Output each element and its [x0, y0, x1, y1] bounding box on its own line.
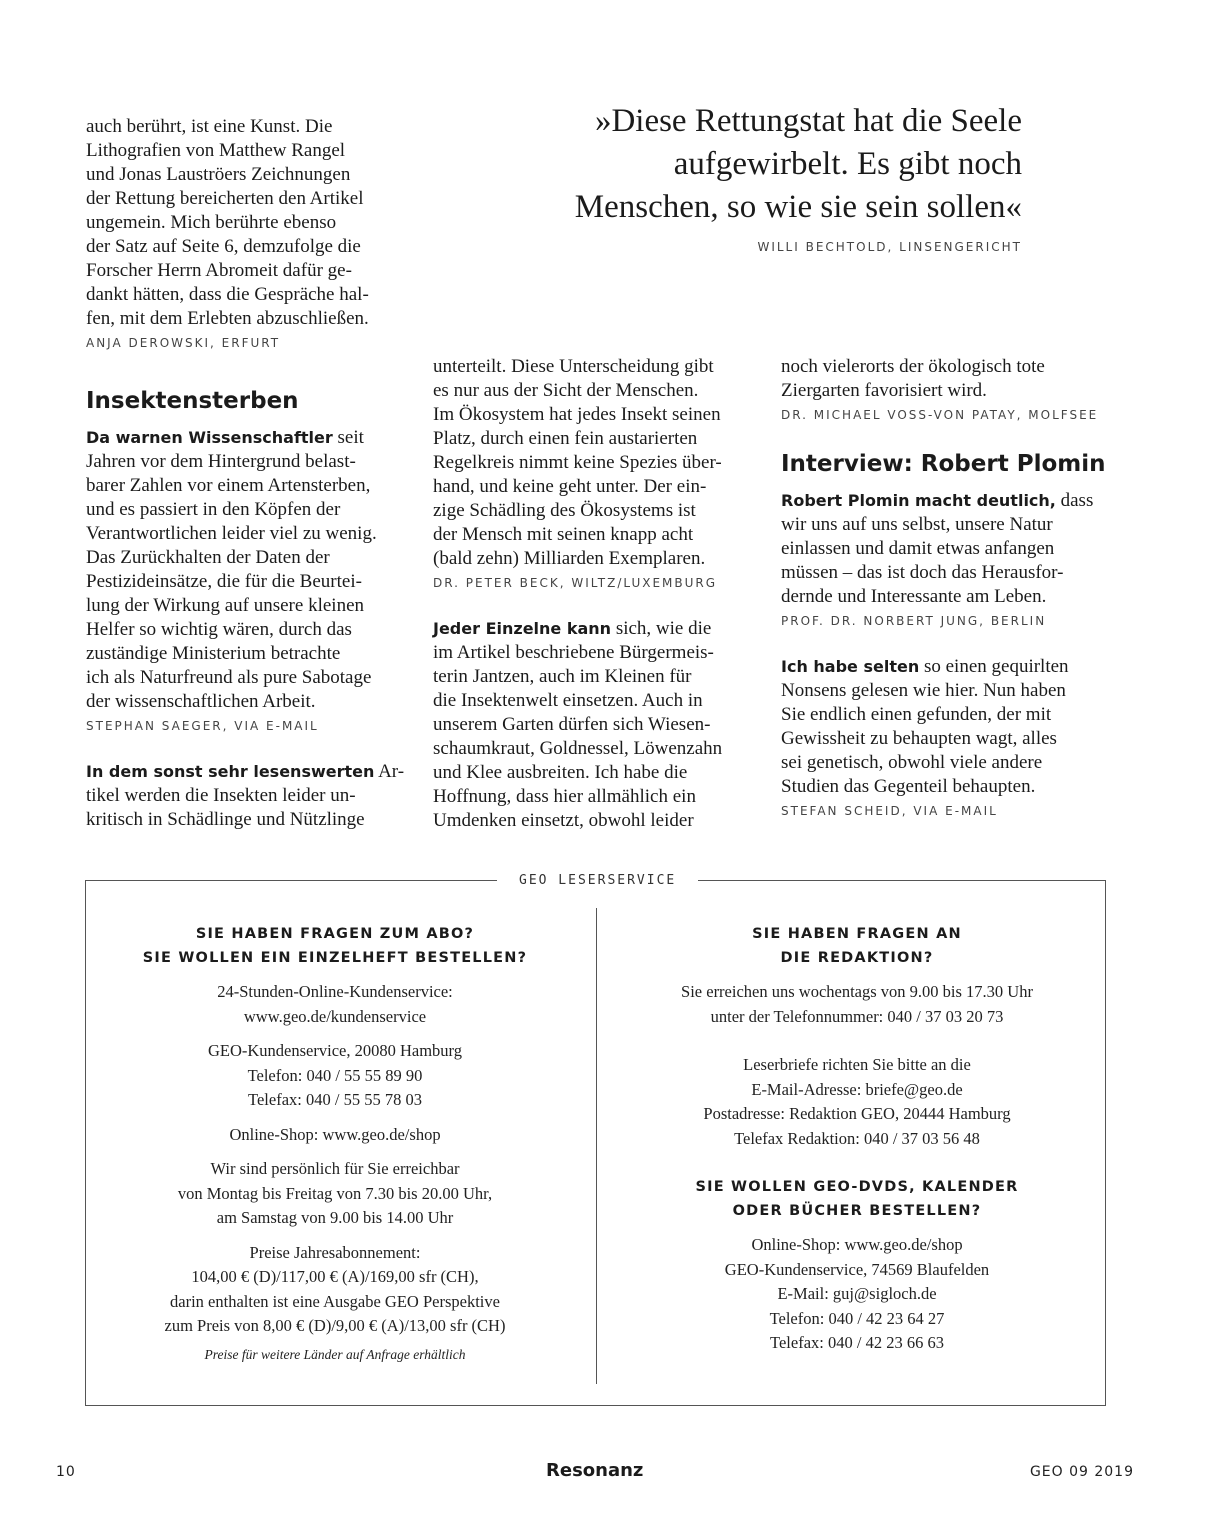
prices-line: zum Preis von 8,00 € (D)/9,00 € (A)/13,00 sfr (CH) [164, 1316, 506, 1335]
text-fragment: Ar- [374, 761, 405, 782]
letter-signature: STEPHAN SAEGER, VIA E-MAIL [86, 719, 319, 733]
text-line: ungemein. Mich berührte ebenso [86, 212, 337, 233]
text-line: zige Schädling des Ökosystems ist [433, 500, 696, 521]
fax-number: 040 / 42 23 66 63 [823, 1333, 944, 1352]
text-line: lung der Wirkung auf unsere kleinen [86, 595, 364, 616]
service-abo [95, 922, 575, 1367]
column-2 [433, 355, 763, 833]
shop-url[interactable]: www.geo.de/shop [318, 1124, 441, 1144]
text-line: Jahren vor dem Hintergrund belast- [86, 451, 356, 472]
text-line: müssen – das ist doch das Herausfor- [781, 562, 1064, 583]
letter-lead: In dem sonst sehr lesenswerten [86, 762, 375, 781]
text-line: Regelkreis nimmt keine Spezies über- [433, 452, 722, 473]
text-line: Studien das Gegenteil behaupten. [781, 776, 1036, 797]
text-line: der Rettung bereicherten den Artikel [86, 188, 364, 209]
section-heading: Insektensterben [86, 388, 299, 414]
text-line: wir uns auf uns selbst, unsere Natur [781, 514, 1053, 535]
service-heading: SIE HABEN FRAGEN ZUM ABO? [195, 926, 475, 942]
service-heading: SIE WOLLEN EIN EINZELHEFT BESTELLEN? [142, 950, 528, 966]
text-line: noch vielerorts der ökologisch tote [781, 356, 1045, 377]
prices-line: Preise Jahresabonnement: [249, 1242, 421, 1262]
column-3 [781, 355, 1111, 819]
text-line: terin Jantzen, auch im Kleinen für [433, 666, 692, 687]
text-line: fen, mit dem Erlebten abzuschließen. [86, 308, 369, 329]
text-fragment: dass [1055, 490, 1094, 511]
quote-line: aufgewirbelt. Es gibt noch [673, 146, 1022, 182]
text-line: einlassen und damit etwas anfangen [781, 538, 1055, 559]
phone-number: 040 / 42 23 64 27 [824, 1308, 945, 1328]
phone-label: Telefon: [247, 1065, 303, 1085]
reach-prefix: unter der [710, 1006, 774, 1026]
text-line: dernde und Interessante am Leben. [781, 586, 1047, 607]
fax-number: 040 / 55 55 78 03 [301, 1090, 422, 1109]
text-line: unserem Garten dürfen sich Wiesen- [433, 714, 711, 735]
leserservice-label: GEO LESERSERVICE [497, 873, 698, 889]
text-line: Platz, durch einen fein austarierten [433, 428, 698, 449]
prices-line: 104,00 € (D)/117,00 € (A)/169,00 sfr (CH), [191, 1267, 479, 1286]
letter-stephan-saeger [86, 426, 416, 734]
post-address: Redaktion GEO, 20444 Hamburg [784, 1104, 1011, 1123]
text-line: Ziergarten favorisiert wird. [781, 380, 987, 401]
phone-number: 040 / 55 55 89 90 [302, 1065, 423, 1085]
text-line: tikel werden die Insekten leider un- [86, 785, 356, 806]
phone-number: 040 / 37 03 20 73 [883, 1006, 1004, 1026]
text-line: hand, und keine geht unter. Der ein- [433, 476, 707, 497]
prices-note: Preise für weitere Länder auf Anfrage erhältlich [204, 1346, 466, 1362]
quote-line: Menschen, so wie sie sein sollen« [574, 189, 1022, 225]
text-line: sei genetisch, obwohl viele andere [781, 752, 1043, 773]
quote-signature: WILLI BECHTOLD, LINSENGERICHT [757, 240, 1022, 254]
service-heading: DIE REDAKTION? [780, 950, 934, 966]
text-line: kritisch in Schädlinge und Nützlinge [86, 809, 365, 830]
text-line: Gewissheit zu behaupten wagt, alles [781, 728, 1057, 749]
letters-label: Leserbriefe richten Sie bitte an die [743, 1055, 971, 1074]
pull-quote [430, 100, 1022, 229]
hours-line: am Samstag von 9.00 bis 14.00 Uhr [216, 1208, 454, 1227]
text-line: der Satz auf Seite 6, demzufolge die [86, 236, 361, 257]
text-line: Pestizideinsätze, die für die Beurtei- [86, 571, 362, 592]
letter-michael-voss-part1 [433, 617, 763, 833]
letter-lead: Ich habe selten [781, 657, 920, 676]
text-line: unterteilt. Diese Unterscheidung gibt [433, 356, 714, 377]
reach-hours: Sie erreichen uns wochentags von 9.00 bis 17.30 Uhr [681, 982, 1033, 1001]
text-line: auch berührt, ist eine Kunst. Die [86, 116, 333, 137]
letter-lead: Robert Plomin macht deutlich, [781, 491, 1056, 510]
letter-signature: DR. PETER BECK, WILTZ/LUXEMBURG [433, 576, 718, 590]
post-label: Postadresse: [703, 1104, 785, 1123]
text-line: ich als Naturfreund als pure Sabotage [86, 667, 372, 688]
text-fragment: so einen gequirlten [919, 656, 1069, 677]
text-line: der wissenschaftlichen Arbeit. [86, 691, 316, 712]
letter-signature: PROF. DR. NORBERT JUNG, BERLIN [781, 614, 1047, 628]
text-fragment: sich, wie die [611, 618, 712, 639]
text-line: (bald zehn) Milliarden Exemplaren. [433, 548, 706, 569]
fax-number: 040 / 37 03 56 48 [859, 1128, 980, 1148]
letter-signature: ANJA DEROWSKI, ERFURT [86, 336, 281, 350]
online-service-label: 24-Stunden-Online-Kundenservice: [217, 982, 453, 1001]
section-title: Resonanz [546, 1460, 644, 1481]
text-line: Helfer so wichtig wären, durch das [86, 619, 352, 640]
email-label: E-Mail: [777, 1284, 829, 1303]
email-label: E-Mail-Adresse: [751, 1079, 862, 1099]
service-heading: SIE HABEN FRAGEN AN [752, 926, 962, 942]
section-heading: Interview: Robert Plomin [781, 451, 1106, 477]
hours-line: von Montag bis Freitag von 7.30 bis 20.00 Uhr, [177, 1183, 493, 1203]
letter-peter-beck-part1 [86, 760, 416, 832]
letter-michael-voss-part2 [781, 355, 1111, 423]
shop-label: Online-Shop: [751, 1235, 841, 1254]
text-line: der Mensch mit seinen knapp acht [433, 524, 694, 545]
phone-label: Telefon: [769, 1308, 825, 1328]
hours-line: Wir sind persönlich für Sie erreichbar [210, 1159, 460, 1178]
letter-anja-derowski [86, 115, 416, 351]
fax-label: Telefax: [770, 1333, 824, 1352]
text-line: und Klee ausbreiten. Ich habe die [433, 762, 688, 783]
fax-label: Telefax: [248, 1090, 302, 1109]
letter-peter-beck-part2 [433, 355, 763, 591]
service-address: GEO-Kundenservice, 20080 Hamburg [207, 1041, 462, 1060]
text-line: Forscher Herrn Abromeit dafür ge- [86, 260, 352, 281]
text-line: dankt hätten, dass die Gespräche hal- [86, 284, 369, 305]
text-line: Umdenken einsetzt, obwohl leider [433, 810, 694, 831]
text-line: im Artikel beschriebene Bürgermeis- [433, 642, 714, 663]
issue-label: GEO 09 2019 [1029, 1464, 1134, 1480]
text-line: die Insektenwelt einsetzen. Auch in [433, 690, 703, 711]
letter-lead: Jeder Einzelne kann [433, 619, 612, 638]
text-line: Sie endlich einen gefunden, der mit [781, 704, 1052, 725]
service-address: GEO-Kundenservice, 74569 Blaufelden [724, 1259, 990, 1279]
section-insektensterben [86, 386, 416, 832]
letter-norbert-jung [781, 489, 1111, 629]
letter-signature: STEFAN SCHEID, VIA E-MAIL [781, 804, 998, 818]
text-line: Im Ökosystem hat jedes Insekt seinen [433, 404, 721, 425]
text-line: Lithografien von Matthew Rangel [86, 140, 346, 161]
text-fragment: seit [332, 427, 364, 448]
page-number: 10 [56, 1464, 76, 1480]
text-line: Verantwortlichen leider viel zu wenig. [86, 523, 377, 544]
email-address[interactable]: guj@sigloch.de [828, 1284, 937, 1303]
fax-label: Telefax Redaktion: [734, 1128, 860, 1148]
text-line: es nur aus der Sicht der Menschen. [433, 380, 699, 401]
shop-label: Online-Shop: [229, 1124, 319, 1144]
text-line: Nonsens gelesen wie hier. Nun haben [781, 680, 1066, 701]
phone-label: Telefonnummer: [773, 1006, 884, 1026]
column-divider [596, 908, 597, 1384]
text-line: und es passiert in den Köpfen der [86, 499, 341, 520]
letter-stefan-scheid [781, 655, 1111, 819]
text-line: schaumkraut, Goldnessel, Löwenzahn [433, 738, 723, 759]
text-line: zuständige Ministerium betrachte [86, 643, 341, 664]
text-line: Hoffnung, dass hier allmählich ein [433, 786, 696, 807]
shop-url[interactable]: www.geo.de/shop [840, 1235, 963, 1254]
text-line: und Jonas Lauströers Zeichnungen [86, 164, 351, 185]
text-line: Das Zurückhalten der Daten der [86, 547, 330, 568]
letter-signature: DR. MICHAEL VOSS-VON PATAY, MOLFSEE [781, 408, 1099, 422]
online-service-url[interactable]: www.geo.de/kundenservice [243, 1006, 427, 1026]
service-heading: SIE WOLLEN GEO-DVDS, KALENDER [695, 1179, 1019, 1195]
service-heading: ODER BÜCHER BESTELLEN? [732, 1203, 982, 1219]
prices-line: darin enthalten ist eine Ausgabe GEO Perspektive [170, 1291, 500, 1311]
text-line: barer Zahlen vor einem Artensterben, [86, 475, 371, 496]
service-redaktion [610, 922, 1104, 1356]
letter-lead: Da warnen Wissenschaftler [86, 428, 333, 447]
quote-line: »Diese Rettungstat hat die Seele [594, 103, 1022, 139]
email-address[interactable]: briefe@geo.de [861, 1079, 963, 1099]
